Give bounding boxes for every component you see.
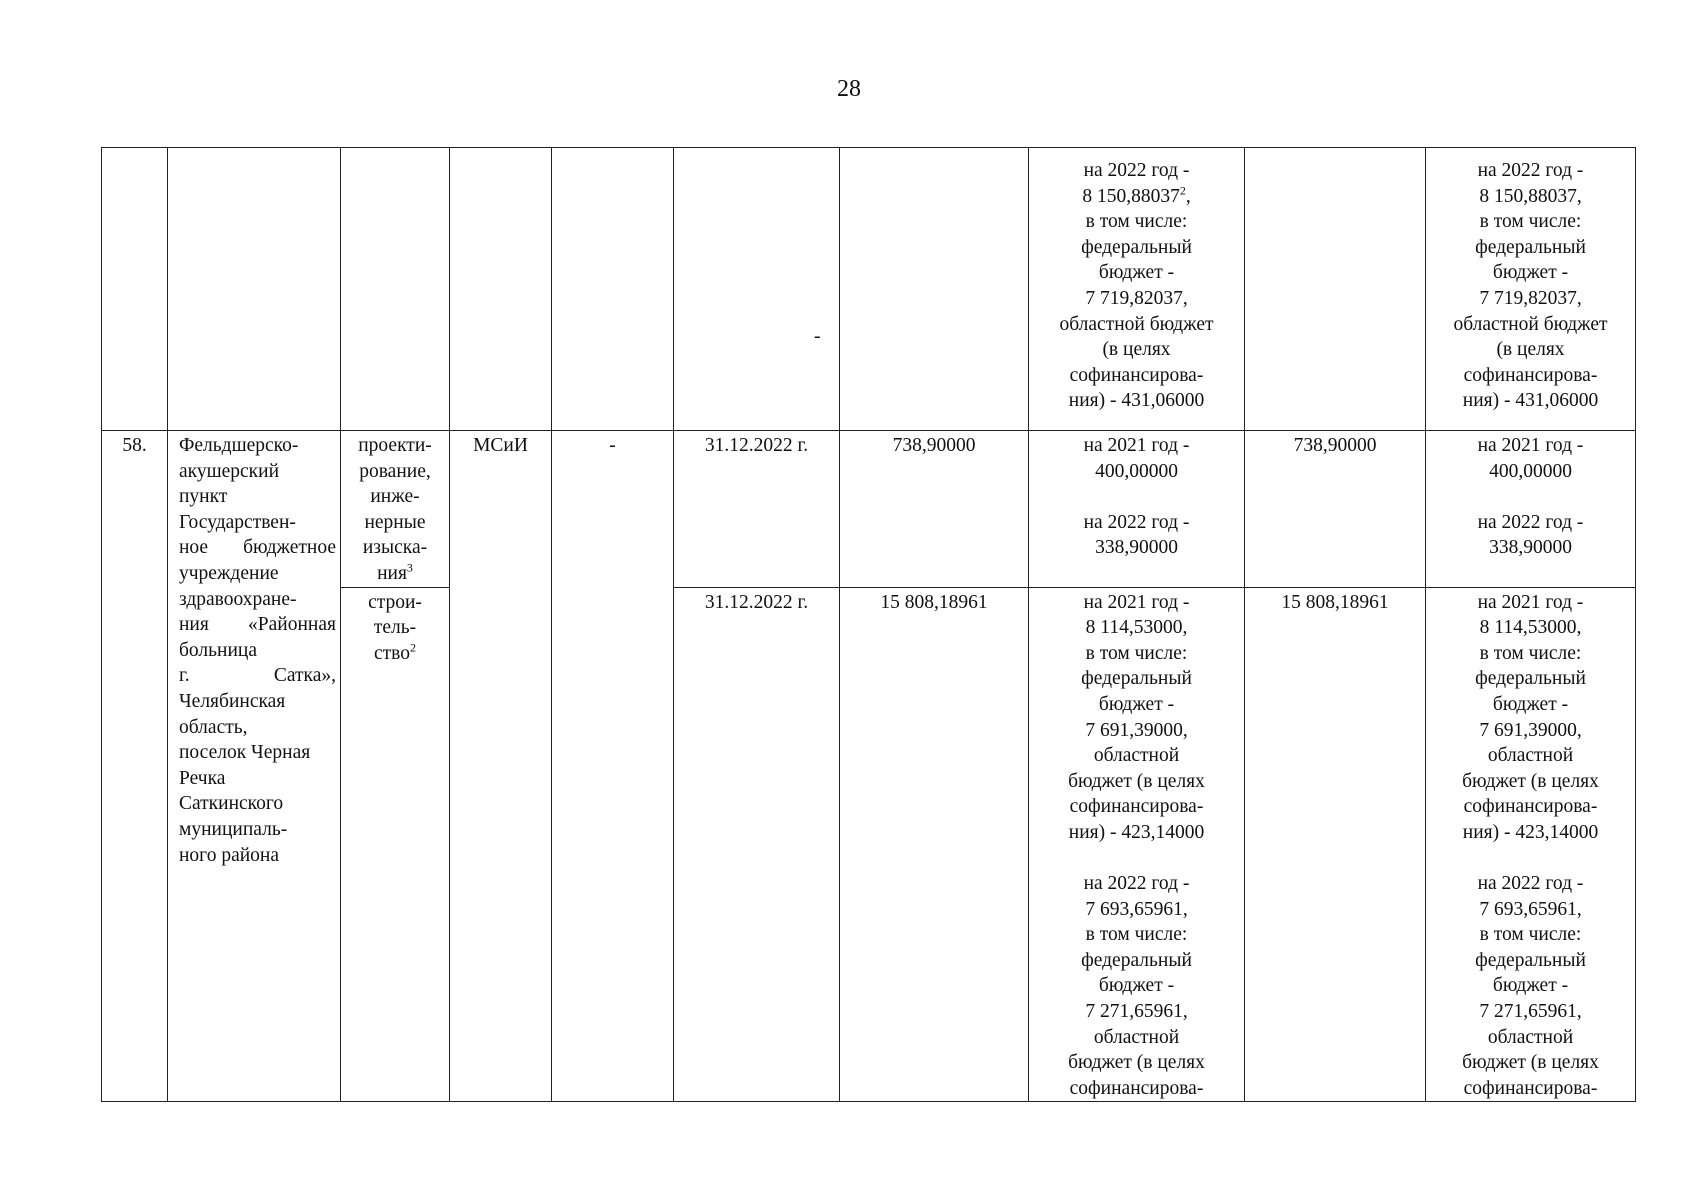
work-type-construction xyxy=(341,587,450,1102)
limit-design-2022: на 2022 год - 338,90000 xyxy=(1477,511,1584,559)
cell-customer xyxy=(450,148,552,431)
funding-design-2022: на 2022 год - 338,90000 xyxy=(1083,511,1190,559)
funding-design-2021: на 2021 год - 400,00000 xyxy=(1083,435,1190,482)
dash-cell: - xyxy=(552,431,674,1102)
object-name-line: больница xyxy=(179,639,257,661)
object-name-line: здравоохране- xyxy=(179,588,297,610)
cell-deadline xyxy=(674,148,840,431)
limit-design: 738,90000 xyxy=(1245,431,1426,588)
object-name-line: г. Сатка», xyxy=(179,665,336,687)
cost-design: 738,90000 xyxy=(840,431,1029,588)
object-name-line: учреждение xyxy=(179,562,279,584)
cell-blank xyxy=(552,148,674,431)
work-type-design-text: проекти- рование, инже- нерные изыска- ния xyxy=(358,435,432,584)
funding-construction-2021: на 2021 год - 8 114,53000, в том числе: федеральный бюджет - 7 691,39000, областной бюджет (в целях софинансирова- ния) - 423,14000 xyxy=(1068,591,1205,843)
continuation-row xyxy=(102,148,1636,431)
limit-construction-2022: на 2022 год - 7 693,65961, в том числе: федеральный бюджет - 7 271,65961, областной бюджет (в целях софинансирова- xyxy=(1462,873,1599,1099)
page-number: 28 xyxy=(837,76,861,102)
object-name-line: Государствен- xyxy=(179,511,296,533)
object-name-line: Саткинского xyxy=(179,793,284,815)
work-type-construction-text: строи- тель- ство xyxy=(368,591,422,664)
work-type-design xyxy=(341,431,450,588)
item-number: 58. xyxy=(102,431,168,1102)
object-name-line: Речка xyxy=(179,767,226,789)
cell-cost xyxy=(840,148,1029,431)
cell-limit xyxy=(1245,148,1426,431)
deadline-construction: 31.12.2022 г. xyxy=(674,587,840,1102)
footnote-mark: 2 xyxy=(410,640,416,655)
customer: МСиИ xyxy=(450,431,552,1102)
funding-amount: 8 150,88037 xyxy=(1082,185,1180,207)
footnote-mark: 3 xyxy=(406,560,413,575)
footnote-mark: 2 xyxy=(1179,183,1186,198)
limit-breakdown-construction xyxy=(1426,587,1636,1102)
cell-number xyxy=(102,148,168,431)
stray-dash: - xyxy=(814,326,821,347)
limit-design-2021: на 2021 год - 400,00000 xyxy=(1477,435,1584,482)
funding-line1: на 2022 год - xyxy=(1083,160,1190,181)
object-name-line: акушерский xyxy=(179,460,280,482)
object-name-line: пункт xyxy=(179,486,228,508)
item58-design-row xyxy=(102,431,1636,588)
object-name-line: ния «Районная xyxy=(179,614,336,636)
limit-construction-2021: на 2021 год - 8 114,53000, в том числе: федеральный бюджет - 7 691,39000, областной бюджет (в целях софинансирова- ния) - 423,14000 xyxy=(1462,591,1599,843)
object-name-line: поселок Черная xyxy=(179,742,311,764)
object-name-line: Фельдшерско- xyxy=(179,435,299,456)
limit-construction: 15 808,18961 xyxy=(1245,587,1426,1102)
funding-construction-2022: на 2022 год - 7 693,65961, в том числе: федеральный бюджет - 7 271,65961, областной бюджет (в целях софинансирова- xyxy=(1068,873,1205,1099)
object-name xyxy=(168,431,341,1102)
funding-rest: в том числе: федеральный бюджет - 7 719,82037, областной бюджет (в целях софинансирова- ния) - 431,06000 xyxy=(1059,211,1214,412)
funding-construction xyxy=(1029,587,1245,1102)
object-name-text xyxy=(179,433,336,868)
object-name-line: ного района xyxy=(179,844,280,866)
cost-construction: 15 808,18961 xyxy=(840,587,1029,1102)
cell-limit-breakdown: на 2022 год - 8 150,88037, в том числе: федеральный бюджет - 7 719,82037, областной бюджет (в целях софинансирова- ния) - 431,06000 xyxy=(1426,148,1636,431)
cell-work-type xyxy=(341,148,450,431)
cell-object xyxy=(168,148,341,431)
funding-trail: , xyxy=(1185,185,1191,207)
object-name-line: Челябинская xyxy=(179,690,286,712)
object-name-line: муниципаль- xyxy=(179,818,288,840)
cell-funding xyxy=(1029,148,1245,431)
limit-breakdown-design xyxy=(1426,431,1636,588)
investment-table xyxy=(101,147,1636,1102)
funding-design xyxy=(1029,431,1245,588)
object-name-line: ное бюджетное xyxy=(179,537,336,559)
object-name-line: область, xyxy=(179,716,248,738)
deadline-design: 31.12.2022 г. xyxy=(674,431,840,588)
